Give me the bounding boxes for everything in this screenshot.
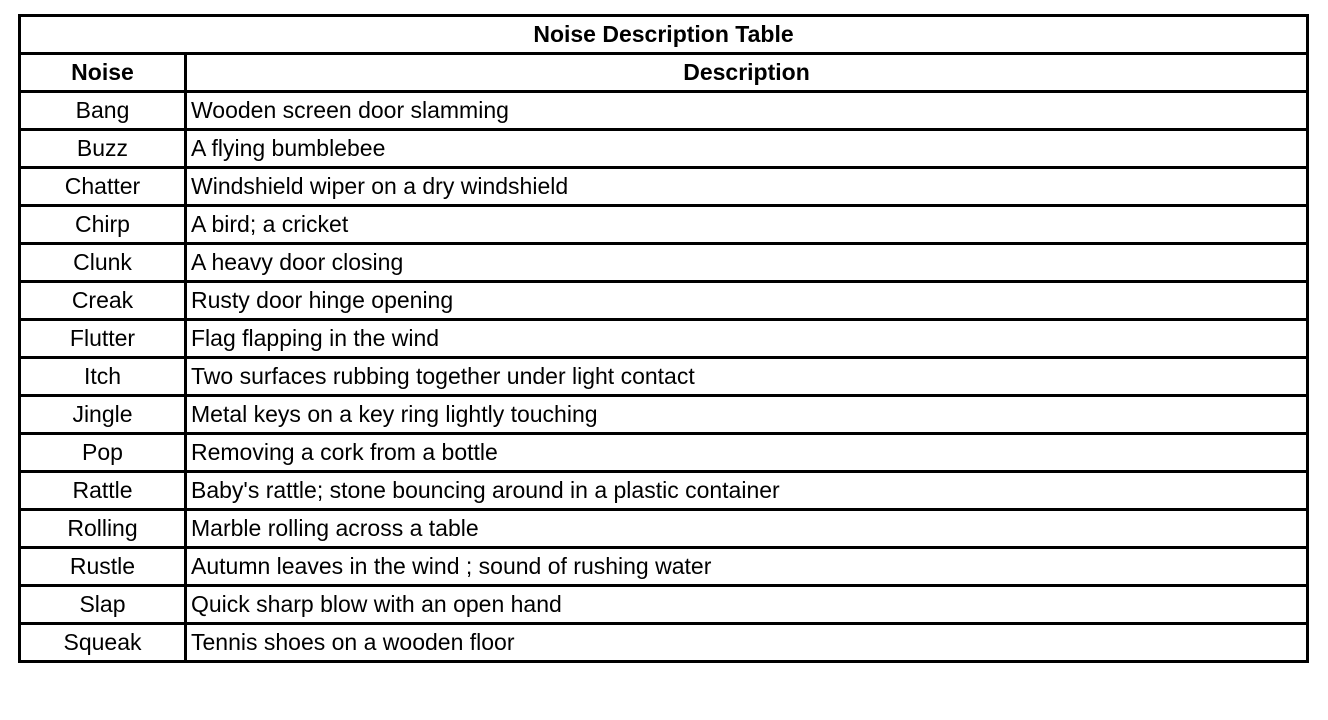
table-row [20,244,1308,282]
description-cell: Tennis shoes on a wooden floor [186,624,1308,662]
description-cell: Windshield wiper on a dry windshield [186,168,1308,206]
description-cell: A heavy door closing [186,244,1308,282]
description-cell: A flying bumblebee [186,130,1308,168]
description-cell: Wooden screen door slamming [186,92,1308,130]
table-row [20,130,1308,168]
noise-description-table [18,14,1309,663]
description-cell: Marble rolling across a table [186,510,1308,548]
noise-cell: Chirp [20,206,186,244]
table-row [20,396,1308,434]
table-row [20,320,1308,358]
noise-description-table-container [18,14,1306,663]
noise-cell: Squeak [20,624,186,662]
noise-cell: Chatter [20,168,186,206]
table-header-row [20,54,1308,92]
table-row [20,472,1308,510]
table-row [20,92,1308,130]
noise-cell: Creak [20,282,186,320]
table-row [20,358,1308,396]
noise-cell: Bang [20,92,186,130]
description-cell: A bird; a cricket [186,206,1308,244]
description-cell: Baby's rattle; stone bouncing around in a plastic container [186,472,1308,510]
table-row [20,548,1308,586]
table-row [20,624,1308,662]
description-cell: Two surfaces rubbing together under light contact [186,358,1308,396]
noise-cell: Clunk [20,244,186,282]
noise-cell: Rolling [20,510,186,548]
noise-cell: Flutter [20,320,186,358]
column-header-description: Description [186,54,1308,92]
description-cell: Flag flapping in the wind [186,320,1308,358]
description-cell: Removing a cork from a bottle [186,434,1308,472]
table-row [20,510,1308,548]
column-header-noise: Noise [20,54,186,92]
noise-cell: Pop [20,434,186,472]
table-title-row [20,16,1308,54]
noise-cell: Itch [20,358,186,396]
description-cell: Rusty door hinge opening [186,282,1308,320]
table-row [20,206,1308,244]
table-row [20,282,1308,320]
noise-cell: Buzz [20,130,186,168]
table-row [20,586,1308,624]
table-row [20,434,1308,472]
noise-cell: Rattle [20,472,186,510]
noise-cell: Rustle [20,548,186,586]
description-cell: Quick sharp blow with an open hand [186,586,1308,624]
table-title: Noise Description Table [20,16,1308,54]
description-cell: Autumn leaves in the wind ; sound of rushing water [186,548,1308,586]
description-cell: Metal keys on a key ring lightly touching [186,396,1308,434]
noise-cell: Jingle [20,396,186,434]
table-row [20,168,1308,206]
noise-cell: Slap [20,586,186,624]
